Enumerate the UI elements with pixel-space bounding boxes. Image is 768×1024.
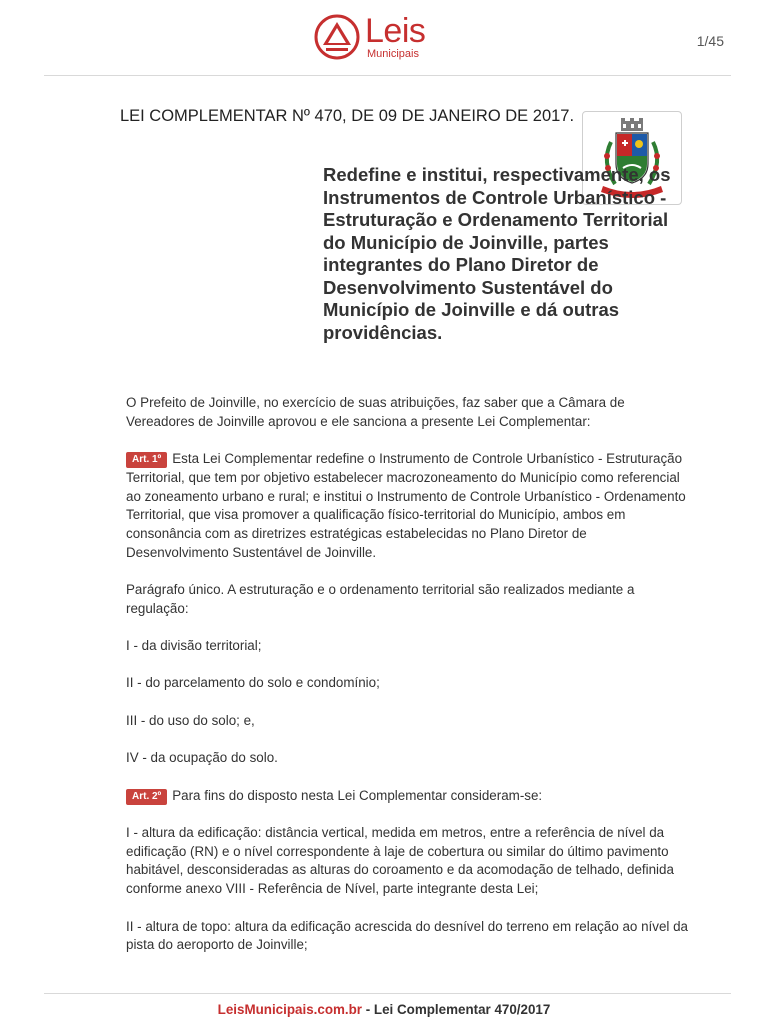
leis-municipais-logo-icon [313,13,361,61]
article-badge[interactable]: Art. 1º [126,452,167,468]
list-item: III - do uso do solo; e, [126,712,255,728]
article-text: Esta Lei Complementar redefine o Instrumento de Controle Urbanístico - Estruturação Territorial, que tem por objetivo estabelecer macrozoneamento do Município como referencial ao zoneamento urbano e rural; e institui o Instrumento de Controle Urbanístico - Ordenamento Territorial, que visa promover a qualificação físico-territorial do Município, ambos em consonância com as diretrizes estratégicas estabelecidas no Plano Diretor de Desenvolvimento Sustentável de Joinville. [126,451,686,560]
logo-subtitle: Municipais [367,48,419,60]
site-logo[interactable] [313,12,443,62]
article-1 [126,450,692,562]
document-body [126,394,692,974]
page-footer [0,1002,768,1017]
definition-item: II - altura de topo: altura da edificação acrescida do desnível do terreno em relação ao nível da pista do aeroporto de Joinville; [126,918,689,953]
law-title: LEI COMPLEMENTAR Nº 470, DE 09 DE JANEIRO DE 2017. [119,107,575,125]
list-item: I - da divisão territorial; [126,638,262,654]
logo-word: Leis [365,12,426,50]
page-number: 1/45 [696,33,724,49]
definition-item: I - altura da edificação: distância vertical, medida em metros, entre a referência de nível da edificação (RN) e o nível correspondente à laje de cobertura ou similar do último pavimento habitável, desconsideradas as alturas do coroamento e da acomodação de telhado, definida conforme anexo VIII - Referência de Nível, parte integrante desta Lei; [126,825,674,897]
footer-document-name: Lei Complementar 470/2017 [373,1002,551,1017]
footer-site-link[interactable]: LeisMunicipais.com.br [217,1002,363,1017]
list-item: II - do parcelamento do solo e condomínio; [126,675,380,691]
law-summary: Redefine e institui, respectivamente, os Instrumentos de Controle Urbanístico - Estruturação e Ordenamento Territorial do Município de Joinville, partes integrantes do Plano Diretor de Desenvolvimento Sustentável do Município de Joinville e dá outras providências. [323,164,671,343]
footer-separator: - [362,1002,374,1017]
preamble: O Prefeito de Joinville, no exercício de suas atribuições, faz saber que a Câmara de Vereadores de Joinville aprovou e ele sanciona a presente Lei Complementar: [126,395,625,429]
list-item: IV - da ocupação do solo. [126,750,278,766]
article-text: Para fins do disposto nesta Lei Complementar consideram-se: [172,787,543,803]
article-2 [126,787,692,806]
paragraph-unique: Parágrafo único. A estruturação e o ordenamento territorial são realizados mediante a regulação: [126,582,635,616]
header-divider [44,75,731,76]
article-badge[interactable]: Art. 2º [126,789,167,805]
footer-divider [44,993,731,994]
